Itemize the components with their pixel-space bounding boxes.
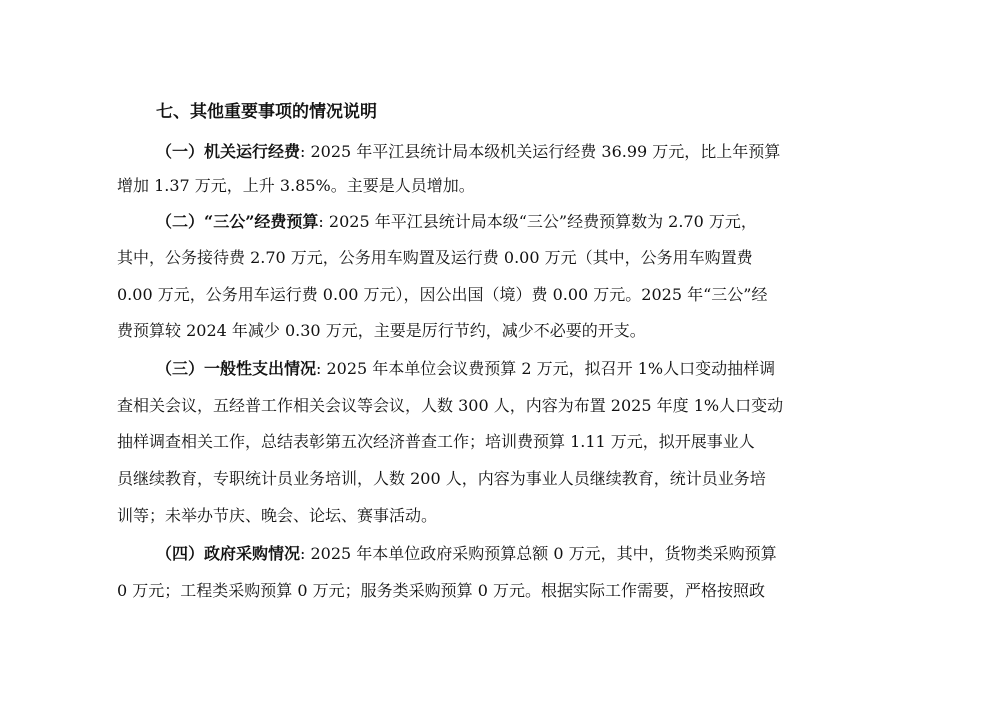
paragraph-3-line-5: 训等；未举办节庆、晚会、论坛、赛事活动。	[117, 506, 438, 525]
paragraph-3-text: : 2025 年本单位会议费预算 2 万元，拟召开 1%人口变动抽样调	[316, 359, 776, 378]
paragraph-4-term: （四）政府采购情况	[156, 544, 301, 563]
paragraph-2-line-2: 其中，公务接待费 2.70 万元，公务用车购置及运行费 0.00 万元（其中，公务用车购置费	[117, 248, 753, 267]
paragraph-3-line-1	[156, 357, 887, 381]
section-heading: 七、其他重要事项的情况说明	[156, 102, 377, 122]
paragraph-3-term: （三）一般性支出情况	[156, 359, 317, 378]
paragraph-1-text: : 2025 年平江县统计局本级机关运行经费 36.99 万元，比上年预算	[300, 142, 781, 161]
paragraph-2-text: : 2025 年平江县统计局本级“三公”经费预算数为 2.70 万元，	[318, 212, 757, 231]
paragraph-3-line-2: 查相关会议，五经普工作相关会议等会议，人数 300 人，内容为布置 2025 年度 1%人口变动	[117, 396, 784, 415]
paragraph-2-line-3: 0.00 万元，公务用车运行费 0.00 万元），因公出国（境）费 0.00 万元。2025 年“三公”经	[117, 285, 768, 304]
paragraph-3-line-3: 抽样调查相关工作，总结表彰第五次经济普查工作；培训费预算 1.11 万元，拟开展事业人	[117, 432, 755, 451]
paragraph-1-line-1	[156, 140, 887, 164]
paragraph-1-term: （一）机关运行经费	[156, 142, 301, 161]
paragraph-4-line-1	[156, 542, 887, 566]
paragraph-2-line-1	[156, 210, 887, 234]
paragraph-1-line-2: 增加 1.37 万元，上升 3.85%。主要是人员增加。	[117, 176, 475, 195]
paragraph-2-term: （二）“三公”经费预算	[156, 212, 319, 231]
paragraph-2-line-4: 费预算较 2024 年减少 0.30 万元，主要是厉行节约，减少不必要的开支。	[117, 321, 646, 340]
paragraph-4-text: : 2025 年本单位政府采购预算总额 0 万元，其中，货物类采购预算	[300, 544, 777, 563]
paragraph-4-line-2: 0 万元；工程类采购预算 0 万元；服务类采购预算 0 万元。根据实际工作需要，严格按照政	[117, 581, 765, 600]
paragraph-3-line-4: 员继续教育，专职统计员业务培训，人数 200 人，内容为事业人员继续教育，统计员业务培	[117, 469, 766, 488]
